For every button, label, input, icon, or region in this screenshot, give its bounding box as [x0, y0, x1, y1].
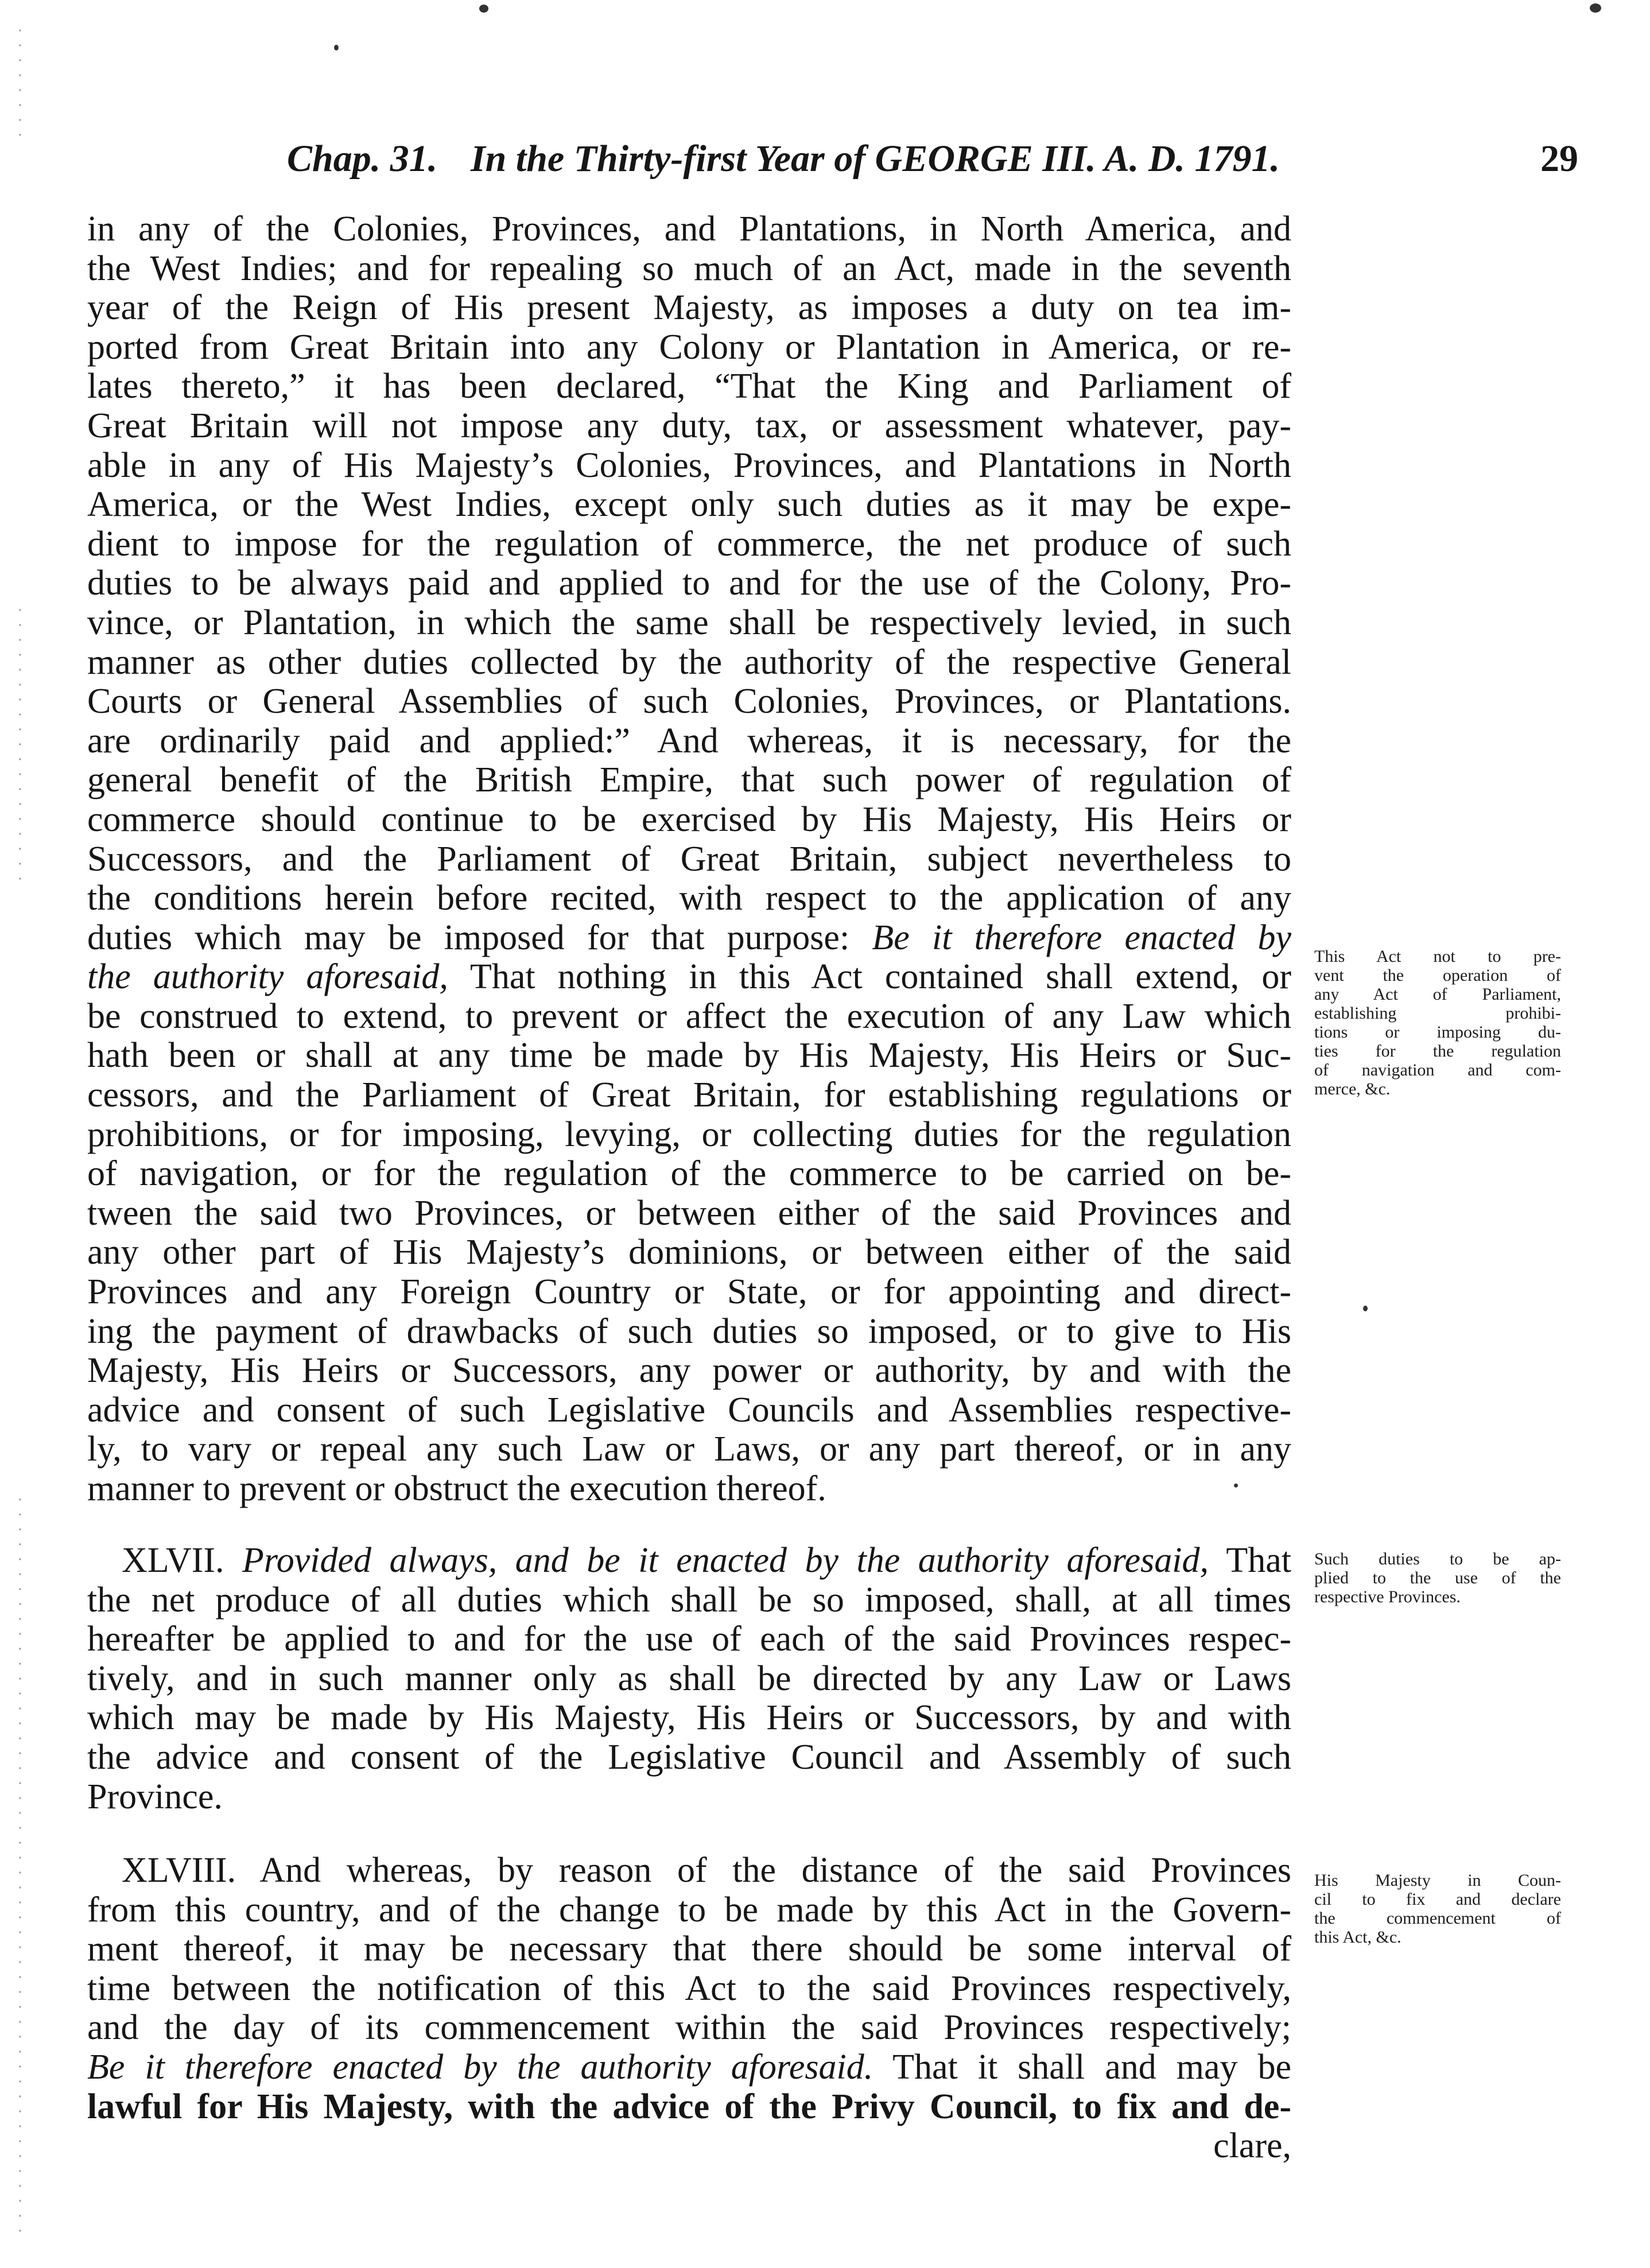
margin-note-commencement — [1314, 1871, 1561, 1947]
text-line: which may be made by His Majesty, His Heirs or Successors, by and with — [87, 1698, 1291, 1738]
text-line: duties to be always paid and applied to and for the use of the Colony, Pro- — [87, 564, 1291, 603]
text-line-mixed — [87, 2048, 1291, 2087]
note-line: This Act not to pre- — [1314, 947, 1561, 966]
scan-speck — [1363, 1306, 1368, 1311]
text-line: able in any of His Majesty’s Colonies, Provinces, and Plantations in North — [87, 445, 1291, 485]
note-line: His Majesty in Coun- — [1314, 1871, 1561, 1890]
text-line: cessors, and the Parliament of Great Britain, for establishing regulations or — [87, 1075, 1291, 1115]
text-line: the West Indies; and for repealing so much of an Act, made in the seventh — [87, 248, 1291, 288]
scan-speck — [334, 45, 339, 51]
note-line: ties for the regulation — [1314, 1042, 1561, 1061]
text-line: time between the notification of this Act to the said Provinces respectively, — [87, 1968, 1291, 2008]
margin-note-act-not-to-prevent — [1314, 947, 1561, 1098]
text-line: advice and consent of such Legislative Councils and Assemblies respective- — [87, 1390, 1291, 1430]
enacting-clause-italic: Be it therefore enacted by the authority aforesaid. — [87, 2047, 873, 2087]
note-line: cil to fix and declare — [1314, 1890, 1561, 1909]
text-line: be construed to extend, to prevent or affect the execution of any Law which — [87, 996, 1291, 1036]
text-line: from this country, and of the change to be made by this Act in the Govern- — [87, 1890, 1291, 1929]
text-line: ing the payment of drawbacks of such duties so imposed, or to give to His — [87, 1311, 1291, 1351]
text-line: commerce should continue to be exercised by His Majesty, His Heirs or — [87, 799, 1291, 839]
text-line: general benefit of the British Empire, that such power of regulation of — [87, 760, 1291, 800]
note-line: tions or imposing du- — [1314, 1023, 1561, 1042]
text-fragment: That nothing in this Act contained shall extend, or — [469, 957, 1291, 997]
scan-speck — [479, 5, 488, 13]
section-first-line — [87, 1541, 1291, 1580]
text-line: manner to prevent or obstruct the execution thereof. — [87, 1469, 826, 1508]
text-line: manner as other duties collected by the authority of the respective General — [87, 642, 1291, 682]
text-line: prohibitions, or for imposing, levying, or collecting duties for the regulation — [87, 1114, 1291, 1154]
text-line: year of the Reign of His present Majesty, as imposes a duty on tea im- — [87, 288, 1291, 328]
text-fragment: That it shall and may be — [892, 2047, 1292, 2087]
text-line-mixed — [87, 918, 1291, 958]
note-line: the commencement of — [1314, 1909, 1561, 1928]
text-line: the conditions herein before recited, with respect to the application of any — [87, 879, 1291, 918]
text-line: are ordinarily paid and applied:” And whereas, it is necessary, for the — [87, 721, 1291, 760]
text-line: lates thereto,” it has been declared, “That the King and Parliament of — [87, 367, 1291, 406]
main-paragraph — [87, 209, 1291, 1509]
text-line: ly, to vary or repeal any such Law or Laws, or any part thereof, or in any — [87, 1430, 1291, 1469]
note-line: this Act, &c. — [1314, 1928, 1401, 1947]
section-first-line — [87, 1851, 1291, 1890]
note-line: merce, &c. — [1314, 1079, 1391, 1098]
text-line: any other part of His Majesty’s dominions, or between either of the said — [87, 1233, 1291, 1272]
note-line: Such duties to be ap- — [1314, 1549, 1561, 1568]
text-line: America, or the West Indies, except only such duties as it may be expe- — [87, 485, 1291, 525]
section-xlvii — [87, 1541, 1291, 1816]
note-line: vent the operation of — [1314, 966, 1561, 985]
proviso-italic: Provided always, and be it enacted by the authority aforesaid, — [242, 1541, 1209, 1580]
text-line: in any of the Colonies, Provinces, and Plantations, in North America, and — [87, 209, 1291, 248]
text-fragment: And whereas, by reason of the distance of the said Provinces — [259, 1851, 1291, 1890]
text-line: Successors, and the Parliament of Great Britain, subject nevertheless to — [87, 839, 1291, 879]
text-line: hereafter be applied to and for the use of each of the said Provinces respec- — [87, 1620, 1291, 1659]
header-title: In the Thirty-first Year of GEORGE III. A. D. 1791. — [471, 138, 1280, 180]
text-line: the advice and consent of the Legislative Council and Assembly of such — [87, 1737, 1291, 1777]
note-line: of navigation and com- — [1314, 1061, 1561, 1079]
section-numeral: XLVIII. — [122, 1851, 236, 1890]
note-line: establishing prohibi- — [1314, 1004, 1561, 1023]
text-line: dient to impose for the regulation of commerce, the net produce of such — [87, 524, 1291, 564]
text-line: and the day of its commencement within the said Provinces respectively; — [87, 2008, 1291, 2048]
note-line: plied to the use of the — [1314, 1568, 1561, 1587]
text-line: vince, or Plantation, in which the same shall be respectively levied, in such — [87, 603, 1291, 642]
note-line: any Act of Parliament, — [1314, 985, 1561, 1004]
text-line: hath been or shall at any time be made by His Majesty, His Heirs or Suc- — [87, 1036, 1291, 1075]
scan-margin-specks — [16, 23, 24, 138]
text-line: Majesty, His Heirs or Successors, any power or authority, by and with the — [87, 1351, 1291, 1391]
text-line: Province. — [87, 1777, 223, 1816]
text-line: lawful for His Majesty, with the advice of the Privy Council, to fix and de- — [87, 2087, 1291, 2126]
scan-margin-specks — [16, 1492, 24, 2238]
note-line: respective Provinces. — [1314, 1587, 1461, 1606]
text-line: ported from Great Britain into any Colony or Plantation in America, or re- — [87, 327, 1291, 367]
catchword: clare, — [1213, 2126, 1291, 2166]
enacting-clause-italic: the authority aforesaid, — [87, 957, 448, 997]
scan-margin-specks — [16, 603, 24, 890]
chapter-label: Chap. 31. — [287, 138, 438, 180]
enacting-clause-italic: Be it therefore enacted by — [872, 918, 1291, 957]
text-line: of navigation, or for the regulation of the commerce to be carried on be- — [87, 1154, 1291, 1194]
text-line: ment thereof, it may be necessary that there should be some interval of — [87, 1929, 1291, 1969]
running-header — [253, 127, 1578, 191]
text-line: Provinces and any Foreign Country or State, or for appointing and direct- — [87, 1272, 1291, 1312]
text-line: tively, and in such manner only as shall be directed by any Law or Laws — [87, 1659, 1291, 1698]
scan-speck — [1234, 1483, 1238, 1488]
margin-note-duties-applied — [1314, 1549, 1561, 1606]
scan-speck — [1590, 3, 1601, 13]
page-number: 29 — [1540, 138, 1578, 180]
text-line-mixed — [87, 957, 1291, 997]
text-fragment: duties which may be imposed for that purpose: — [87, 918, 850, 957]
text-line: Great Britain will not impose any duty, tax, or assessment whatever, pay- — [87, 406, 1291, 445]
section-numeral: XLVII. — [122, 1541, 224, 1580]
section-xlviii — [87, 1851, 1291, 2166]
text-line: tween the said two Provinces, or between either of the said Provinces and — [87, 1193, 1291, 1233]
text-line: Courts or General Assemblies of such Colonies, Provinces, or Plantations. — [87, 682, 1291, 721]
text-line: the net produce of all duties which shall be so imposed, shall, at all times — [87, 1580, 1291, 1620]
text-fragment: That — [1226, 1541, 1291, 1580]
